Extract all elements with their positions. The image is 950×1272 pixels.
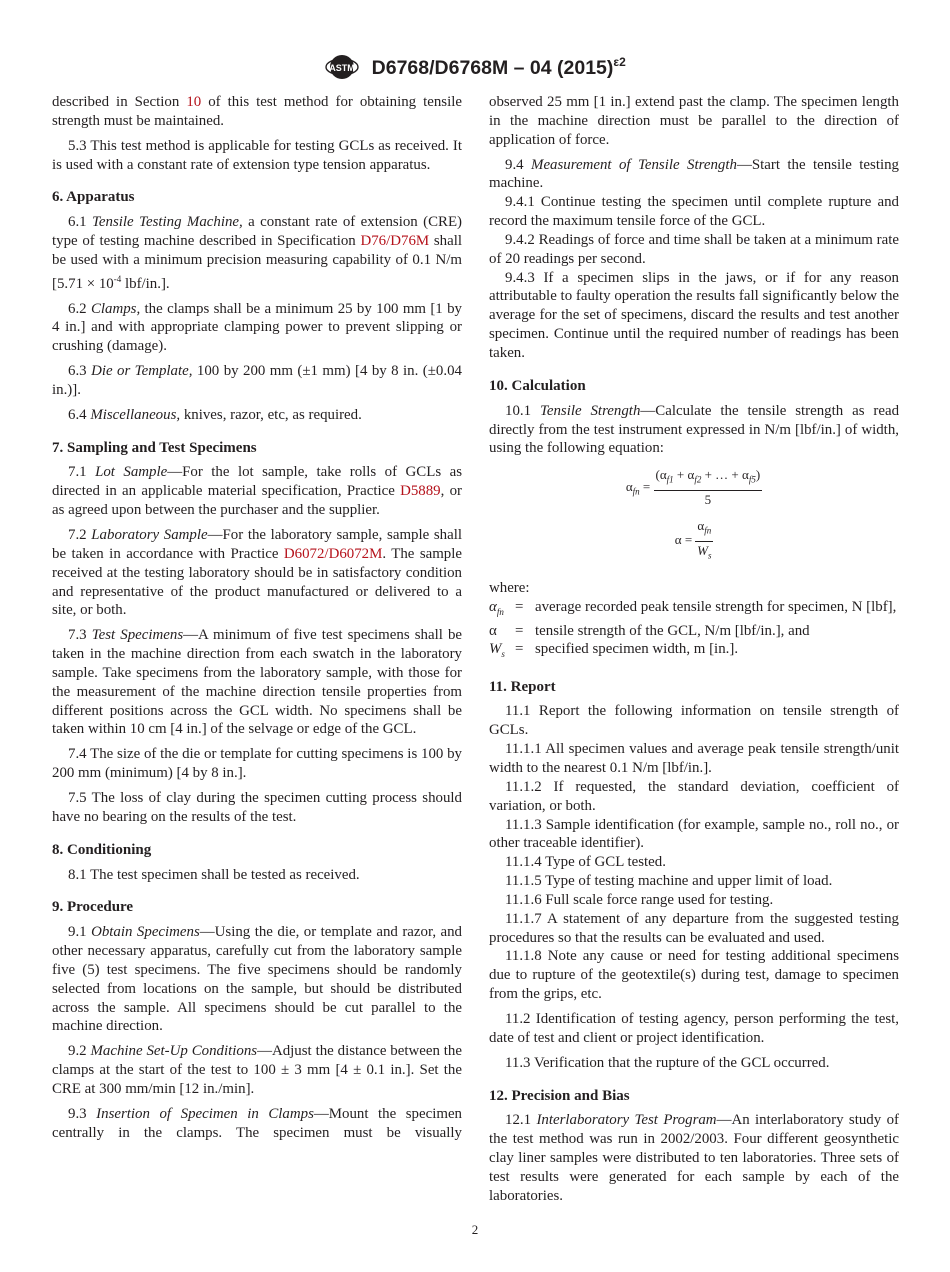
paragraph-11-1-2: 11.1.2 If requested, the standard deviation, coefficient of variation, or both.: [489, 778, 899, 814]
paragraph-11-2: 11.2 Identification of testing agency, person performing the test, date of test and client or project identification.: [489, 1010, 899, 1046]
paragraph-11-1: 11.1 Report the following information on tensile strength of GCLs.: [489, 703, 899, 739]
section-heading-7: 7. Sampling and Test Specimens: [52, 439, 257, 456]
paragraph-7-2: 7.2 Laboratory Sample—For the laboratory sample, sample shall be taken in accordance with Practice D6072/D6072M. The sample received at the testing laboratory should be in satisfactory condition and representative of the product manufactured or delivered to a site, or both.: [52, 527, 463, 619]
paragraph-9-4-2: 9.4.2 Readings of force and time shall be taken at a minimum rate of 20 readings per second.: [489, 231, 899, 267]
symbol-alpha-fn: $\alpha_{fn}$: [489, 599, 504, 618]
document-designation: D6768/D6768M – 04 $(2015)^{\varepsilon 2}$: [371, 54, 626, 79]
paragraph-6-2: 6.2 Clamps, the clamps shall be a minimum 25 by 100 mm [1 by 4 in.] and with appropriate clamping power to prevent slipping or crushing (damage).: [52, 300, 462, 355]
paragraph-5-2-continued: described in Section 10 of this test method for obtaining tensile strength must be maintained.: [52, 94, 462, 129]
paragraph-9-2: 9.2 Machine Set-Up Conditions—Adjust the distance between the clamps at the start of the test to 100 ± 3 mm [4 ± 0.1 in.]. Set the CRE at 300 mm/min [12 in./min].: [52, 1043, 462, 1097]
paragraph-7-4: 7.4 The size of the die or template for cutting specimens is 100 by 200 mm (minimum) [4 by 8 in.].: [52, 746, 462, 782]
section-heading-8: 8. Conditioning: [52, 841, 152, 858]
link-d5889[interactable]: D5889: [400, 483, 441, 500]
page-number: 2: [471, 1222, 479, 1237]
paragraph-7-1: 7.1 Lot Sample—For the lot sample, take rolls of GCLs as directed in an applicable material specification, Practice D5889, or as agreed upon between the purchaser and the supplier.: [52, 464, 463, 519]
paragraph-7-3: 7.3 Test Specimens—A minimum of five test specimens shall be taken in the machine direction from each swatch in the laboratory sample. Take specimens from the laboratory sample, with those for the measurement of the machine direction tensile properties from different positions across the GCL width. No specimens shall be taken within 10 cm [4 in.] of the selvage or edge of the GCL.: [52, 627, 462, 738]
right-column: [489, 93, 899, 1212]
variable-definitions: $\alpha_{fn}$ = average recorded peak tensile strength for specimen, N [lbf], α = tensile strength of the GCL, N/m [lbf/in.], and $W_s$ = specified specimen width, m [in.].: [489, 598, 899, 663]
paragraph-9-4: 9.4 Measurement of Tensile Strength—Start the tensile testing machine.: [489, 156, 899, 192]
equation-average-strength: $\alpha_{fn}$ = $\frac{(\alpha_{f1} + \alpha_{f2} + \dots + \alpha_{f5})}{5}$: [625, 467, 761, 507]
paragraph-8-1: 8.1 The test specimen shall be tested as received.: [68, 866, 360, 883]
paragraph-9-4-3: 9.4.3 If a specimen slips in the jaws, or if for any reason attributable to faulty operation the results fall significantly below the average for the set of specimens, discard the results and test another specimen. Continue until the required number of readings has been taken.: [489, 269, 899, 361]
paragraph-6-3: 6.3 Die or Template, 100 by 200 mm (±1 mm) [4 by 8 in. (±0.04 in.)].: [52, 363, 462, 398]
section-heading-11: 11. Report: [489, 678, 556, 695]
section-heading-12: 12. Precision and Bias: [489, 1087, 630, 1104]
paragraph-5-3: 5.3 This test method is applicable for testing GCLs as received. It is used with a constant rate of extension type tension apparatus.: [52, 137, 462, 173]
svg-text:ASTM: ASTM: [329, 63, 355, 73]
paragraph-11-1-8: 11.1.8 Note any cause or need for testing additional specimens due to rupture of the geotextile(s) during test, damage to specimen from the grips, etc.: [489, 948, 899, 1003]
equation-tensile-strength: α = $\frac{\alpha_{fn}}{W_s}$: [674, 518, 712, 561]
paragraph-9-1: 9.1 Obtain Specimens—Using the die, or template and razor, and other necessary apparatus, carefully cut from the laboratory sample five (5) test specimens. The five specimens should be randomly selected from locations on the sample, but should be distributed across the sample. All specimens should be cut parallel to the machine direction.: [52, 924, 463, 1035]
paragraph-9-3-continued: observed 25 mm [1 in.] extend past the clamp. The specimen length in the machine direction must be parallel to the direction of application of force.: [489, 94, 899, 148]
section-heading-9: 9. Procedure: [52, 899, 134, 916]
link-d76[interactable]: D76/D76M: [360, 233, 430, 250]
paragraph-9-4-1: 9.4.1 Continue testing the specimen until complete rupture and record the maximum tensile force of the GCL.: [489, 194, 899, 230]
where-label: where:: [489, 580, 530, 597]
paragraph-7-5: 7.5 The loss of clay during the specimen cutting process should have no bearing on the results of the test.: [52, 789, 462, 825]
paragraph-11-1-7: 11.1.7 A statement of any departure from the suggested testing procedures so that the results can be evaluated and used.: [489, 910, 899, 946]
page-header: [0, 52, 950, 82]
paragraph-11-1-5: 11.1.5 Type of testing machine and upper limit of load.: [505, 873, 833, 890]
left-column: [52, 93, 462, 1148]
paragraph-6-4: 6.4 Miscellaneous, knives, razor, etc, as required.: [68, 406, 362, 423]
link-d6072[interactable]: D6072/D6072M: [283, 545, 383, 562]
paragraph-12-1: 12.1 Interlaboratory Test Program—An interlaboratory study of the test method was run in 2002/2003. Four different geosynthetic clay liner samples were distributed to ten laboratories. Three sets of test results were generated for each sample by each of the laboratories.: [489, 1112, 899, 1204]
link-section-10[interactable]: 10: [186, 94, 202, 110]
section-heading-6: 6. Apparatus: [52, 189, 135, 206]
paragraph-11-3: 11.3 Verification that the rupture of the GCL occurred.: [505, 1054, 830, 1071]
paragraph-10-1: 10.1 Tensile Strength—Calculate the tensile strength as read directly from the test instrument expressed in N/m [lbf/in.] of width, using the following equation:: [489, 402, 900, 457]
symbol-ws: $W_s$: [489, 641, 505, 660]
symbol-alpha: α: [489, 622, 497, 639]
paragraph-6-1: 6.1 Tensile Testing Machine, a constant rate of extension (CRE) type of testing machine described in Specification D76/D76M shall be used with a minimum precision measuring capability of 0.1 N/m [$5.71 \times 10^{-4}$ lbf/in.].: [52, 214, 462, 292]
paragraph-11-1-1: 11.1.1 All specimen values and average peak tensile strength/unit width to the nearest 0.1 N/m [lbf/in.].: [489, 741, 899, 776]
paragraph-11-1-6: 11.1.6 Full scale force range used for testing.: [505, 891, 774, 908]
section-heading-10: 10. Calculation: [489, 377, 586, 394]
astm-logo-icon: [324, 52, 360, 82]
paragraph-11-1-4: 11.1.4 Type of GCL tested.: [505, 854, 666, 871]
paragraph-9-3: 9.3 Insertion of Specimen in Clamps—Mount the specimen centrally in the clamps. The specimen must be visually: [52, 1105, 463, 1141]
paragraph-11-1-3: 11.1.3 Sample identification (for example, sample no., roll no., or other traceable identifier).: [489, 816, 899, 852]
